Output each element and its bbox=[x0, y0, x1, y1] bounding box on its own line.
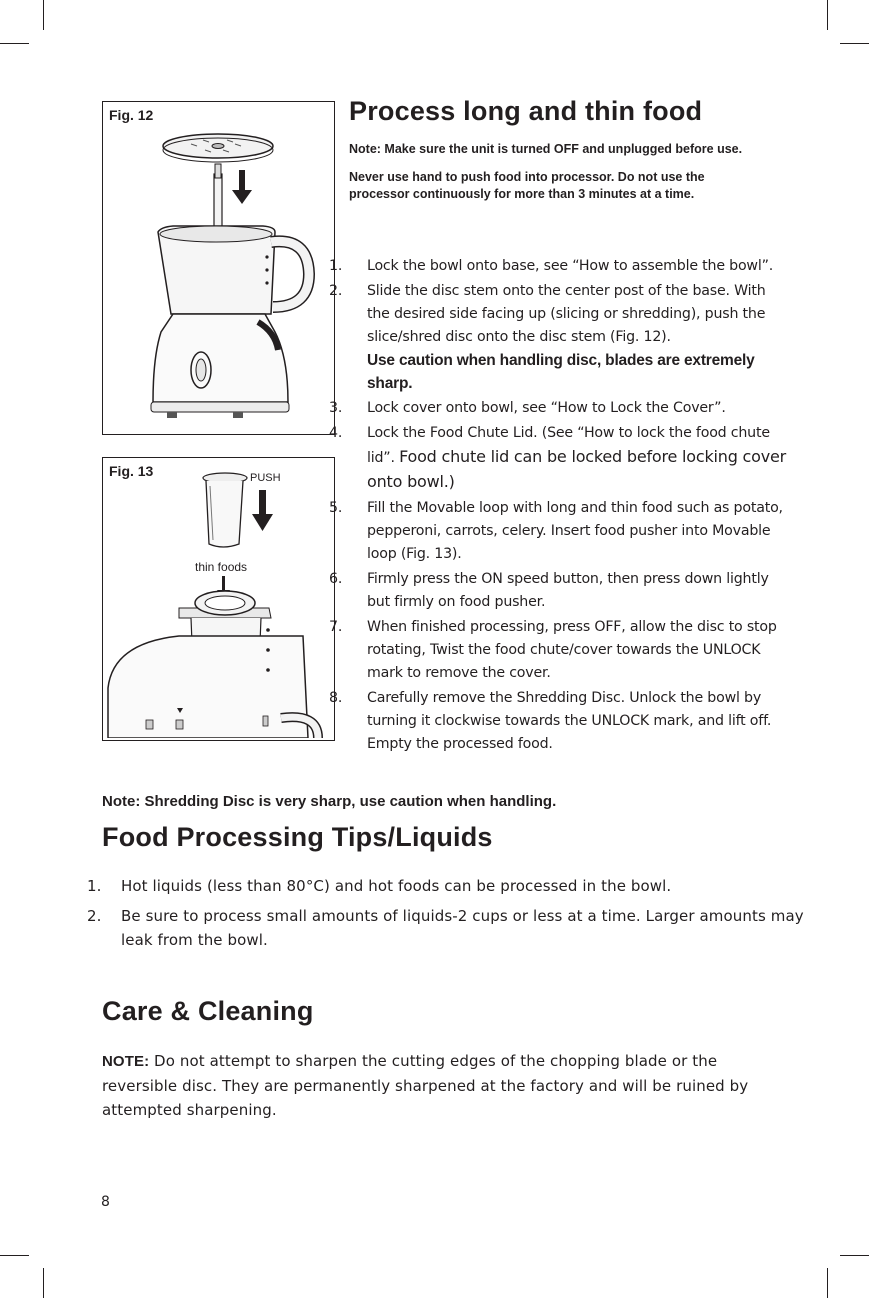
section-title: Care & Cleaning bbox=[102, 996, 314, 1026]
note-unplug: Note: Make sure the unit is turned OFF and unplugged before use. bbox=[349, 142, 743, 156]
figure-label: Fig. 13 bbox=[109, 463, 154, 479]
figure-12 bbox=[102, 101, 335, 435]
note-safety: Never use hand to push food into processor. Do not use the processor continuously for more than 3 minutes at a time. bbox=[349, 170, 705, 201]
list-item: 5. Fill the Movable loop with long and thin food such as potato, pepperoni, carrots, celery. Insert food pusher into Movable loop (Fig. 13). bbox=[329, 500, 783, 562]
shredding-disc-note: Note: Shredding Disc is very sharp, use caution when handling. bbox=[102, 793, 557, 810]
list-item: 2. Be sure to process small amounts of liquids-2 cups or less at a time. Larger amounts may leak from the bowl. bbox=[87, 907, 804, 949]
section-title: Food Processing Tips/Liquids bbox=[102, 822, 493, 852]
food-pusher-illustration bbox=[103, 458, 333, 738]
crop-mark bbox=[840, 1255, 869, 1256]
page-number: 8 bbox=[101, 1194, 110, 1210]
figure-13 bbox=[102, 457, 335, 741]
note-label: NOTE: bbox=[102, 1053, 150, 1070]
list-item: 4. Lock the Food Chute Lid. (See “How to lock the food chute lid”. Food chute lid can be locked before locking cover onto bowl.) bbox=[329, 425, 787, 491]
list-item: 1. Hot liquids (less than 80°C) and hot foods can be processed in the bowl. bbox=[87, 877, 672, 895]
crop-mark bbox=[840, 43, 869, 44]
food-processor-illustration bbox=[103, 102, 333, 432]
care-note: NOTE: Do not attempt to sharpen the cutting edges of the chopping blade or the reversible disc. They are permanently sharpened at the factory and will be ruined by attempted sharpening. bbox=[102, 1052, 749, 1119]
crop-mark bbox=[43, 1268, 44, 1298]
list-item: 8. Carefully remove the Shredding Disc. Unlock the bowl by turning it clockwise towards the UNLOCK mark, and lift off. Empty the processed food. bbox=[329, 690, 772, 752]
crop-mark bbox=[827, 1268, 828, 1298]
crop-mark bbox=[0, 43, 29, 44]
list-item: 3. Lock cover onto bowl, see “How to Lock the Cover”. bbox=[329, 400, 726, 416]
section-title: Process long and thin food bbox=[349, 96, 703, 126]
thin-foods-label: thin foods bbox=[195, 560, 248, 574]
list-item: 6. Firmly press the ON speed button, then press down lightly but firmly on food pusher. bbox=[329, 571, 769, 610]
instruction-steps bbox=[329, 255, 788, 758]
crop-mark bbox=[0, 1255, 29, 1256]
tips-list bbox=[87, 874, 804, 958]
figure-label: Fig. 12 bbox=[109, 107, 154, 123]
list-item: 7. When finished processing, press OFF, allow the disc to stop rotating, Twist the food chute/cover towards the UNLOCK mark to remove the cover. bbox=[329, 619, 777, 681]
push-label: PUSH bbox=[250, 472, 281, 484]
crop-mark bbox=[827, 0, 828, 30]
list-item: 1. Lock the bowl onto base, see “How to assemble the bowl”. bbox=[329, 258, 774, 274]
warning-text: Use caution when handling disc, blades are extremely sharp. bbox=[367, 352, 755, 392]
list-item: 2. Slide the disc stem onto the center post of the base. With the desired side facing up (slicing or shredding), push the slice/shred disc onto the disc stem (Fig. 12). Use caution when handling disc, blades are extremely sharp. bbox=[348, 280, 788, 395]
crop-mark bbox=[43, 0, 44, 30]
